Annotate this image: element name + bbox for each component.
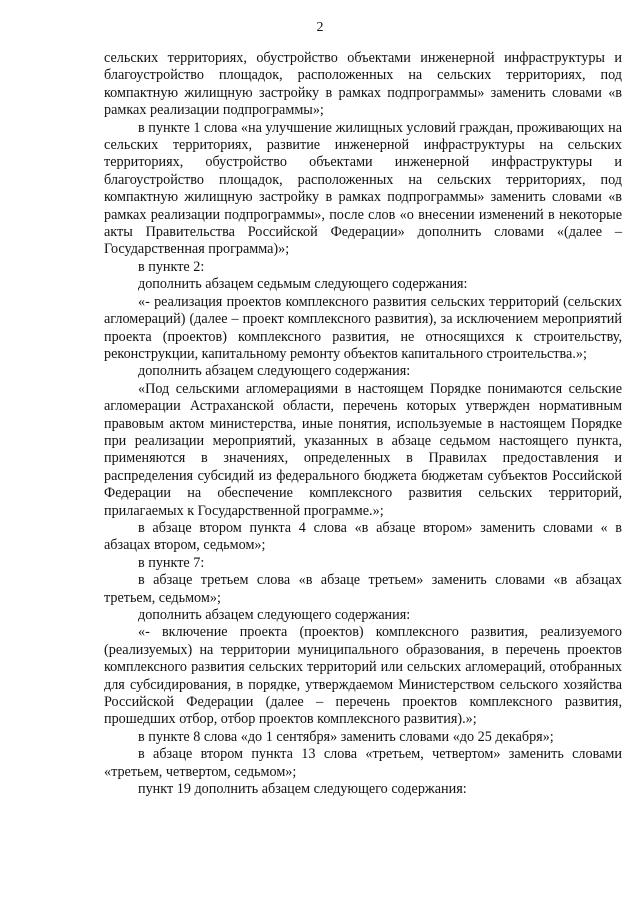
paragraph: в пункте 2: <box>138 258 205 275</box>
page-number: 2 <box>316 20 324 35</box>
paragraph: дополнить абзацем следующего содержания: <box>138 607 411 623</box>
paragraph: дополнить абзацем следующего содержания: <box>138 363 411 380</box>
paragraph: дополнить абзацем седьмым следующего содержания: <box>138 276 468 293</box>
paragraph: пункт 19 дополнить абзацем следующего содержания: <box>138 781 467 798</box>
paragraph: в абзаце втором пункта 13 слова «третьем, четвертом» заменить словами «третьем, четвертом, седьмом»; <box>104 746 622 780</box>
document-body <box>104 50 622 798</box>
paragraph: в пункте 1 слова «на улучшение жилищных условий граждан, проживающих на сельских территориях, развитие инженерной инфраструктуры на сельских территориях, обустройство объектами инженерной инфраструктуры и благоустройство площадок, расположенных на сельских территориях, под компактную жилищную застройку в рамках подпрограммы» заменить словами «в рамках реализации подпрограммы», после слов «о внесении изменений в некоторые акты Правительства Российской Федерации» дополнить словами «(далее – Государственная программа)»; <box>104 119 622 258</box>
paragraph: в пункте 7: <box>138 554 205 571</box>
paragraph: «- включение проекта (проектов) комплексного развития, реализуемого (реализуемых) на территории муниципального образования, в перечень проектов комплексного развития сельских территорий или сельских агломераций, отобранных для субсидирования, в порядке, утверждаемом Министерством сельского хозяйства Российской Федерации (далее – перечень проектов комплексного развития, прошедших отбор, отбор проектов комплексного развития).»; <box>104 624 622 728</box>
paragraph: «- реализация проектов комплексного развития сельских территорий (сельских агломераций) (далее – проект комплексного развития), за исключением мероприятий проекта (проектов) комплексного развития, не относящихся к строительству, реконструкции, капитальному ремонту объектов капитального строительства.»; <box>104 293 622 362</box>
paragraph: в абзаце втором пункта 4 слова «в абзаце втором» заменить словами « в абзацах втором, седьмом»; <box>104 519 622 554</box>
paragraph: «Под сельскими агломерациями в настоящем Порядке понимаются сельские агломерации Астраханской области, перечень которых утвержден нормативным правовым актом министерства, иные понятия, используемые в настоящем Порядке при реализации мероприятий, указанных в абзаце седьмом настоящего пункта, применяются в значениях, определенных в Правилах предоставления и распределения субсидий из федерального бюджета бюджетам субъектов Российской Федерации на обеспечение комплексного развития сельских территорий, прилагаемых к Государственной программе.»; <box>104 380 622 519</box>
paragraph: в абзаце третьем слова «в абзаце третьем» заменить словами «в абзацах третьем, седьмом»; <box>104 572 622 606</box>
paragraph: сельских территориях, обустройство объектами инженерной инфраструктуры и благоустройство площадок, расположенных на сельских территориях, под компактную жилищную застройку в рамках подпрограммы» заменить словами «в рамках реализации подпрограммы»; <box>104 50 622 119</box>
paragraph: в пункте 8 слова «до 1 сентября» заменить словами «до 25 декабря»; <box>138 728 554 745</box>
